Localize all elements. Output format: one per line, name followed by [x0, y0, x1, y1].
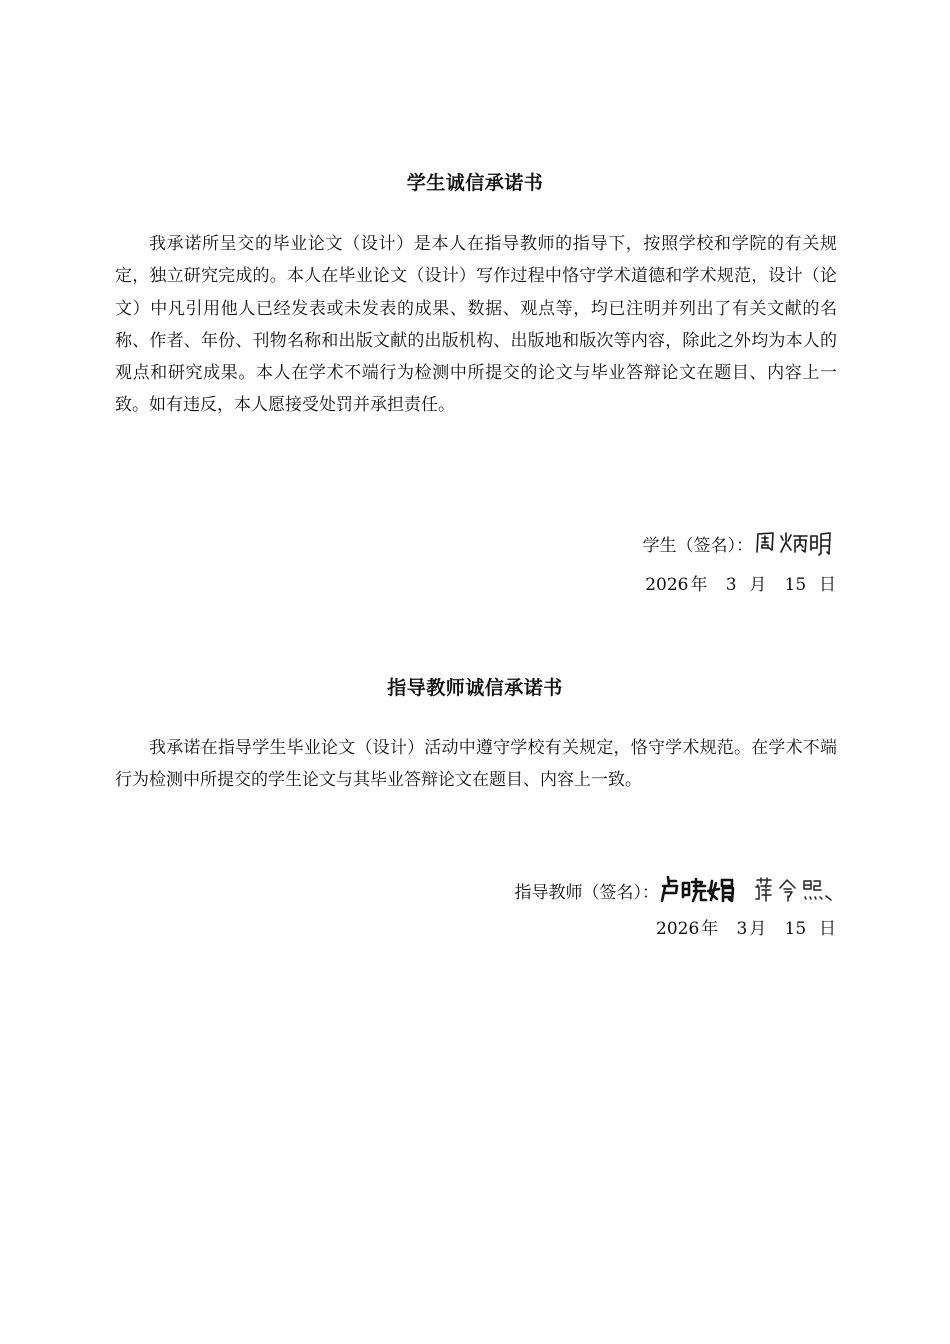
advisor-handwritten-signature-1: [659, 873, 745, 907]
advisor-signature-label: 指导教师（签名）：: [514, 882, 659, 903]
advisor-date: [655, 914, 837, 939]
student-date-day: 15: [784, 575, 807, 595]
advisor-handwritten-signature-2: [745, 875, 837, 905]
advisor-date-day-unit: 日: [819, 919, 836, 939]
advisor-pledge-title: 指导教师诚信承诺书: [387, 677, 563, 699]
advisor-date-year-unit: 年: [701, 919, 719, 939]
advisor-date-year: 2026: [656, 919, 700, 939]
student-date: [644, 570, 837, 595]
advisor-date-month: 3: [736, 919, 748, 939]
advisor-date-month-unit: 月: [749, 919, 767, 939]
student-pledge-body: 我承诺所呈交的毕业论文（设计）是本人在指导教师的指导下，按照学校和学院的有关规定，独立研究完成的。本人在毕业论文（设计）写作过程中恪守学术道德和学术规范，设计（论文）中凡引用他人已经发表或未发表的成果、数据、观点等，均已注明并列出了有关文献的名称、作者、年份、刊物名称和出版文献的出版机构、出版地和版次等内容，除此之外均为本人的观点和研究成果。本人在学术不端行为检测中所提交的论文与毕业答辩论文在题目、内容上一致。如有违反，本人愿接受处罚并承担责任。: [115, 234, 837, 416]
student-signature-line: [643, 528, 838, 558]
student-date-day-unit: 日: [819, 575, 836, 595]
student-date-month: 3: [725, 575, 737, 595]
student-pledge-title: 学生诚信承诺书: [406, 172, 544, 194]
student-date-month-unit: 月: [749, 575, 767, 595]
student-date-year-unit: 年: [690, 575, 708, 595]
student-signature-label: 学生（签名）：: [642, 535, 753, 556]
advisor-signature-line: [515, 873, 838, 907]
advisor-pledge-body: 我承诺在指导学生毕业论文（设计）活动中遵守学校有关规定，恪守学术规范。在学术不端行为检测中所提交的学生论文与其毕业答辩论文在题目、内容上一致。: [115, 738, 837, 791]
student-handwritten-signature: [753, 528, 837, 558]
student-date-year: 2026: [645, 575, 689, 595]
advisor-date-day: 15: [784, 919, 807, 939]
